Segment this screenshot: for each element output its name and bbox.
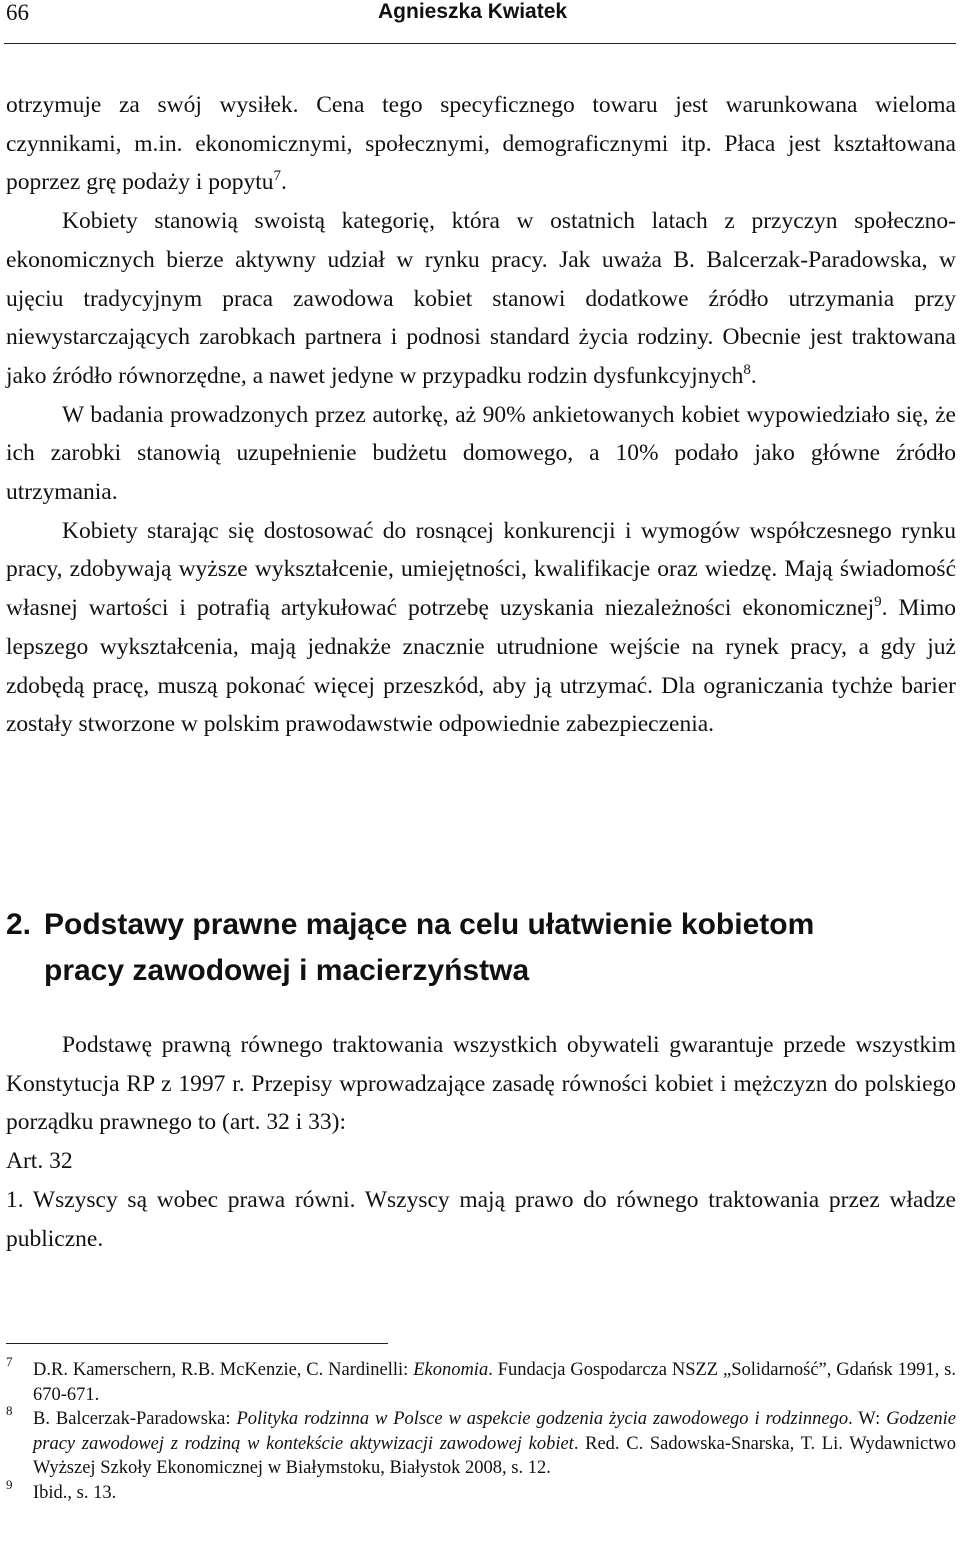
footnote-text: . Fundacja Gospodarcza NSZZ „Solidarność”, Gdańsk 1991, s. 670-671. (33, 1360, 956, 1405)
paragraph-text: . (750, 362, 757, 389)
footnote-mark: 7 (6, 1354, 13, 1369)
footnote-text: B. Balcerzak-Paradowska: (33, 1409, 237, 1430)
footnote-text: . Red. C. Sadowska-Snarska, T. Li. Wydawnictwo Wyższej Szkoły Ekonomicznej w Białymstoku, Białystok 2008, s. 12. (33, 1433, 956, 1479)
footnote-7 (6, 1354, 956, 1407)
footnote-mark: 9 (6, 1476, 13, 1492)
section-heading-line-1 (6, 902, 956, 948)
section-number: 2. (6, 908, 32, 941)
running-header (0, 0, 960, 40)
footnote-ref-9: 9 (874, 594, 882, 611)
footnote-ref-8: 8 (743, 361, 751, 378)
footnote-title: Godzenie pracy zawodowej z rodziną w kontekście aktywizacji zawodowej kobiet (33, 1409, 956, 1454)
page-number: 66 (6, 0, 29, 25)
footnotes (6, 1354, 956, 1506)
footnote-title: Ekonomia (413, 1360, 489, 1380)
paragraph-4 (6, 512, 956, 744)
footnote-mark: 8 (6, 1403, 13, 1419)
paragraph-3: W badania prowadzonych przez autorkę, aż 90% ankietowanych kobiet wypowiedziało się, że ich zarobki stanowią uzupełnienie budżetu domowego, a 10% podało jako główne źródło utrzymania. (6, 401, 956, 506)
footnote-rule (6, 1343, 388, 1344)
paragraph-text: . Mimo lepszego wykształcenia, mają jednakże znacznie utrudnione wejście na rynek pracy, a gdy już zdobędą pracę, muszą pokonać więcej przeszkód, aby ją utrzymać. Dla ograniczania tychże barier zostały stworzone w polskim prawodawstwie odpowiednie zabezpieczenia. (6, 595, 956, 738)
footnote-text: D.R. Kamerschern, R.B. McKenzie, C. Nardinelli: (33, 1360, 414, 1380)
paragraph-text: . (281, 169, 287, 196)
paragraph-text: Kobiety stanowią swoistą kategorię, która w ostatnich latach z przyczyn społeczno-ekonomicznych bierze aktywny udział w rynku pracy. Jak uważa B. Balcerzak-Paradowska, w ujęciu tradycyjnym praca zawodowa kobiet stanowi dodatkowe źródło utrzymania przy niewystarczających zarobkach partnera i podnosi standard życia rodziny. Obecnie jest traktowana jako źródło równorzędne, a nawet jedyne w przypadku rodzin dysfunkcyjnych (6, 208, 956, 389)
paragraph-2 (6, 202, 956, 396)
running-head-author: Agnieszka Kwiatek (378, 0, 568, 23)
paragraph-text: Kobiety starając się dostosować do rosnącej konkurencji i wymogów współczesnego rynku pracy, zdobywają wyższe wykształcenie, umiejętności, kwalifikacje oraz wiedzę. Mają świadomość własnej wartości i potrafią artykułować potrzebę uzyskania niezależności ekonomicznej (6, 517, 956, 622)
paragraph-text: otrzymuje za swój wysiłek. Cena tego specyficznego towaru jest warunkowana wieloma czynnikami, m.in. ekonomicznymi, społecznymi, demograficznymi itp. Płaca jest kształtowana poprzez grę podaży i popytu (6, 92, 956, 196)
article-label: Art. 32 (6, 1148, 73, 1175)
main-text (6, 86, 956, 744)
section-heading (6, 902, 956, 994)
footnote-9 (6, 1476, 956, 1506)
footnote-text: Ibid., s. 13. (33, 1482, 117, 1503)
footnote-title: Polityka rodzinna w Polsce w aspekcie godzenia życia zawodowego i rodzinnego (236, 1409, 849, 1430)
section-text (6, 1026, 956, 1258)
footnote-8 (6, 1403, 956, 1481)
section-title-1: Podstawy prawne mające na celu ułatwienie kobietom (44, 908, 815, 941)
paragraph-1 (6, 86, 956, 202)
section-paragraph-1: Podstawę prawną równego traktowania wszystkich obywateli gwarantuje przede wszystkim Konstytucja RP z 1997 r. Przepisy wprowadzające zasadę równości kobiet i mężczyzn do polskiego porządku prawnego to (art. 32 i 33): (6, 1032, 956, 1136)
footnote-ref-7: 7 (273, 168, 282, 185)
header-rule (4, 43, 956, 44)
article-paragraph-1: 1. Wszyscy są wobec prawa równi. Wszyscy mają prawo do równego traktowania przez władze publiczne. (6, 1186, 956, 1252)
section-title-2: pracy zawodowej i macierzyństwa (44, 954, 530, 987)
footnote-text: . W: (848, 1409, 887, 1430)
